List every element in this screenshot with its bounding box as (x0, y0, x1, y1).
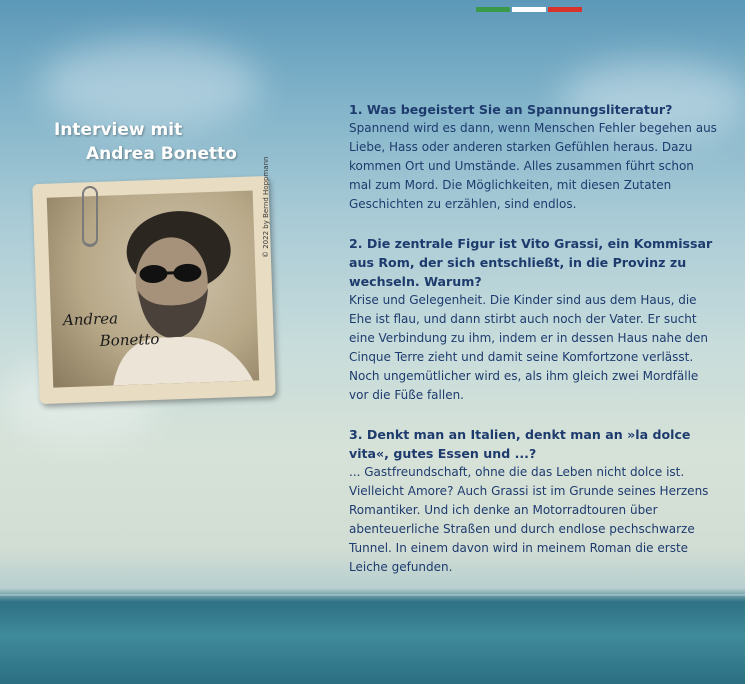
author-portrait (47, 190, 260, 387)
author-photo-card (32, 176, 276, 404)
photo-copyright: © 2022 by Bernd Hoppmann (262, 156, 270, 258)
paperclip-icon (82, 186, 98, 247)
signature-line-1: Andrea (62, 309, 119, 330)
signature-line-2: Bonetto (99, 329, 160, 350)
question-3: 3. Denkt man an Italien, denkt man an »la dolce vita«, gutes Essen und ...? (349, 427, 691, 461)
right-frame-edge (745, 0, 750, 684)
title-line-1: Interview mit (54, 120, 183, 140)
question-2: 2. Die zentrale Figur ist Vito Grassi, ein Kommissar aus Rom, der sich entschließt, in die Provinz zu wechseln. Warum? (349, 236, 713, 289)
question-1: 1. Was begeistert Sie an Spannungsliteratur? (349, 102, 673, 117)
answer-2: Krise und Gelegenheit. Die Kinder sind aus dem Haus, die Ehe ist flau, und dann stirbt auch noch der Vater. Er sucht eine Verbindung zu ihm, indem er in dessen Haus nahe den Cinque Terre zieht und damit seine Komfortzone verlässt. Noch ungemütlicher wird es, als ihm gleich zwei Mordfälle vor die Füße fallen. (349, 293, 708, 402)
flag-stripe-white (512, 7, 546, 12)
title-line-2: Andrea Bonetto (86, 144, 237, 164)
flag-stripe-red (548, 7, 582, 12)
interview-content (349, 100, 719, 597)
signature (63, 306, 160, 353)
interview-title (54, 118, 237, 166)
answer-1: Spannend wird es dann, wenn Menschen Fehler begehen aus Liebe, Hass oder anderen starken Gefühlen heraus. Dazu kommen Ort und Umstände. Alles zusammen führt schon mal zum Mord. Die Möglichkeiten, mit diesen Zutaten Geschichten zu erzählen, sind endlos. (349, 121, 717, 211)
flag-stripe-green (476, 7, 510, 12)
portrait-illustration (47, 190, 260, 387)
cloud (40, 40, 260, 130)
answer-3: ... Gastfreundschaft, ohne die das Leben nicht dolce ist. Vielleicht Amore? Auch Grassi ist im Grunde seines Herzens Romantiker. Und ich denke an Motorradtouren über abenteuerliche Straßen und durch endlose pechschwarze Tunnel. In einem davon wird in meinem Roman die erste Leiche gefunden. (349, 465, 709, 574)
